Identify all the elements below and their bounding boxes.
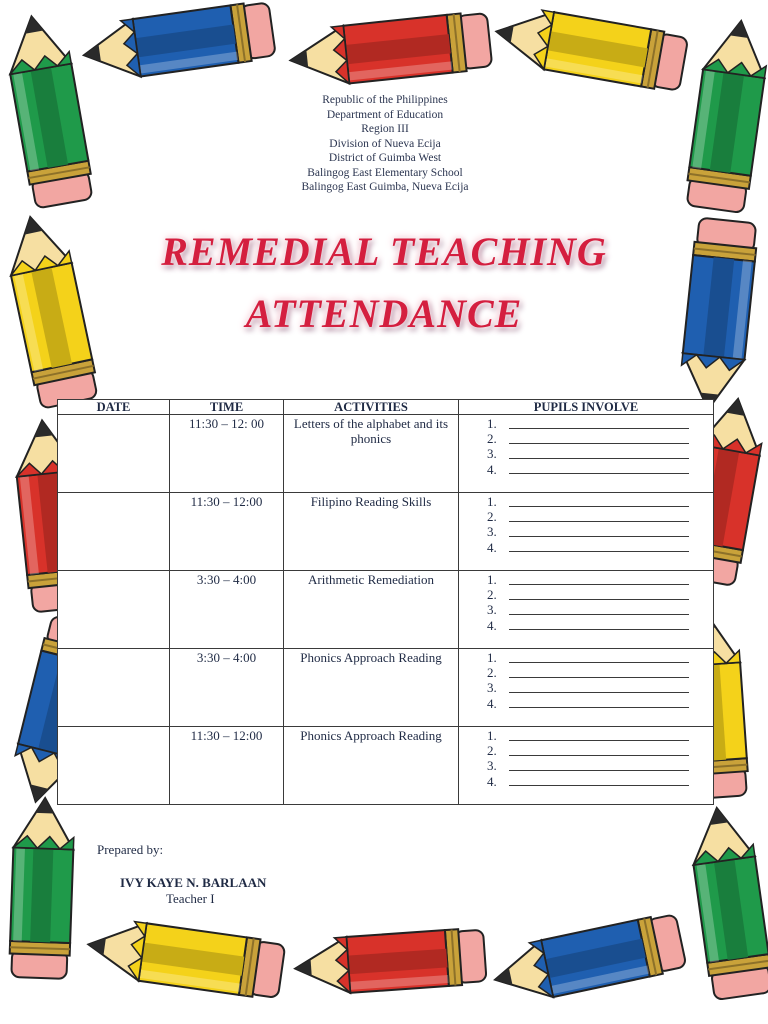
table-row [58, 571, 714, 649]
pupil-blank[interactable] [509, 776, 689, 786]
pupil-number: 2. [487, 431, 497, 447]
table-row [58, 649, 714, 727]
pupil-number: 1. [487, 728, 497, 744]
date-cell[interactable] [58, 493, 170, 571]
pupil-blank[interactable] [509, 434, 689, 444]
pupil-number: 2. [487, 665, 497, 681]
pupil-blank[interactable] [509, 542, 689, 552]
pupil-line[interactable] [487, 728, 713, 743]
date-cell[interactable] [58, 415, 170, 493]
activity-cell: Arithmetic Remediation [284, 571, 459, 649]
green-pencil [686, 804, 768, 1001]
blue-pencil [677, 217, 759, 412]
pupil-line[interactable] [487, 696, 713, 711]
header-line-school: Balingog East Elementary School [307, 166, 463, 179]
pupil-blank[interactable] [509, 605, 689, 615]
activity-cell: Filipino Reading Skills [284, 493, 459, 571]
time-cell: 11:30 – 12:00 [170, 493, 284, 571]
pupil-line[interactable] [487, 618, 713, 633]
pupil-blank[interactable] [509, 746, 689, 756]
preparer-role: Teacher I [166, 891, 215, 906]
table-row [58, 493, 714, 571]
green-pencil [9, 797, 75, 979]
pupil-blank[interactable] [509, 620, 689, 630]
pupil-number: 3. [487, 446, 497, 462]
header-line-country: Republic of the Philippines [322, 94, 448, 106]
activity-cell: Phonics Approach Reading [284, 649, 459, 727]
date-cell[interactable] [58, 727, 170, 805]
pupil-number: 1. [487, 572, 497, 588]
pupil-number: 3. [487, 602, 497, 618]
header-line-division: Division of Nueva Ecija [329, 137, 441, 150]
pupil-line[interactable] [487, 524, 713, 539]
pupil-blank[interactable] [509, 590, 689, 600]
attendance-table [57, 399, 714, 805]
time-cell: 3:30 – 4:00 [170, 649, 284, 727]
pupil-number: 4. [487, 695, 497, 711]
pupil-blank[interactable] [509, 497, 689, 507]
pupil-number: 4. [487, 461, 497, 477]
pupil-blank[interactable] [509, 683, 689, 693]
blue-pencil [80, 0, 276, 84]
header-line-region: Region III [361, 123, 409, 135]
green-pencil [1, 11, 95, 209]
pupil-blank[interactable] [509, 731, 689, 741]
yellow-pencil [491, 3, 688, 93]
pupil-number: 4. [487, 539, 497, 555]
time-cell: 3:30 – 4:00 [170, 571, 284, 649]
pupil-blank[interactable] [509, 761, 689, 771]
pupil-blank[interactable] [509, 464, 689, 474]
pupil-line[interactable] [487, 540, 713, 555]
pupil-line[interactable] [487, 774, 713, 789]
header-time: TIME [170, 400, 284, 415]
pupil-blank[interactable] [509, 698, 689, 708]
pupil-number: 2. [487, 509, 497, 525]
pupil-line[interactable] [487, 462, 713, 477]
pupil-number: 4. [487, 773, 497, 789]
pupil-number: 2. [487, 587, 497, 603]
header-date: DATE [58, 400, 170, 415]
pupils-cell [459, 415, 714, 493]
pupil-blank[interactable] [509, 527, 689, 537]
pupil-number: 3. [487, 758, 497, 774]
time-cell: 11:30 – 12:00 [170, 727, 284, 805]
table-header-row [58, 400, 714, 415]
pupil-line[interactable] [487, 680, 713, 695]
pupil-line[interactable] [487, 743, 713, 758]
pupil-number: 4. [487, 617, 497, 633]
pupil-line[interactable] [487, 758, 713, 773]
pupil-blank[interactable] [509, 653, 689, 663]
pupil-line[interactable] [487, 431, 713, 446]
time-cell: 11:30 – 12: 00 [170, 415, 284, 493]
pupil-number: 1. [487, 650, 497, 666]
preparer-name: IVY KAYE N. BARLAAN [120, 875, 267, 890]
title-line-1: REMEDIAL TEACHING [161, 229, 607, 274]
table-row [58, 415, 714, 493]
table-row [58, 727, 714, 805]
pupils-cell [459, 493, 714, 571]
activity-cell: Letters of the alphabet and its phonics [284, 415, 459, 493]
pupil-line[interactable] [487, 602, 713, 617]
school-header [200, 93, 570, 195]
pupils-cell [459, 727, 714, 805]
pupil-number: 3. [487, 680, 497, 696]
pupil-number: 3. [487, 524, 497, 540]
blue-pencil [489, 912, 687, 1008]
red-pencil [293, 927, 486, 996]
pupils-cell [459, 571, 714, 649]
pupil-line[interactable] [487, 494, 713, 509]
pupil-blank[interactable] [509, 668, 689, 678]
pupil-line[interactable] [487, 572, 713, 587]
pupils-cell [459, 649, 714, 727]
prepared-by-label: Prepared by: [97, 842, 164, 857]
date-cell[interactable] [58, 649, 170, 727]
header-line-district: District of Guimba West [328, 152, 442, 164]
title-line-2: ATTENDANCE [245, 291, 523, 336]
pupil-blank[interactable] [509, 575, 689, 585]
pupil-line[interactable] [487, 650, 713, 665]
header-line-address: Balingog East Guimba, Nueva Ecija [301, 181, 469, 193]
date-cell[interactable] [58, 571, 170, 649]
red-pencil [288, 11, 493, 90]
pupil-line[interactable] [487, 587, 713, 602]
pupil-number: 1. [487, 494, 497, 510]
pupil-number: 1. [487, 416, 497, 432]
pupil-line[interactable] [487, 416, 713, 431]
pupil-line[interactable] [487, 665, 713, 680]
header-activities: ACTIVITIES [284, 400, 459, 415]
pupil-blank[interactable] [509, 512, 689, 522]
pupil-line[interactable] [487, 509, 713, 524]
green-pencil [684, 17, 768, 214]
pupil-blank[interactable] [509, 419, 689, 429]
pupil-number: 2. [487, 743, 497, 759]
pupil-line[interactable] [487, 446, 713, 461]
pupil-blank[interactable] [509, 449, 689, 459]
yellow-pencil [84, 916, 285, 1001]
activity-cell: Phonics Approach Reading [284, 727, 459, 805]
header-line-department: Department of Education [326, 108, 444, 121]
header-pupils-involve: PUPILS INVOLVE [459, 400, 714, 415]
